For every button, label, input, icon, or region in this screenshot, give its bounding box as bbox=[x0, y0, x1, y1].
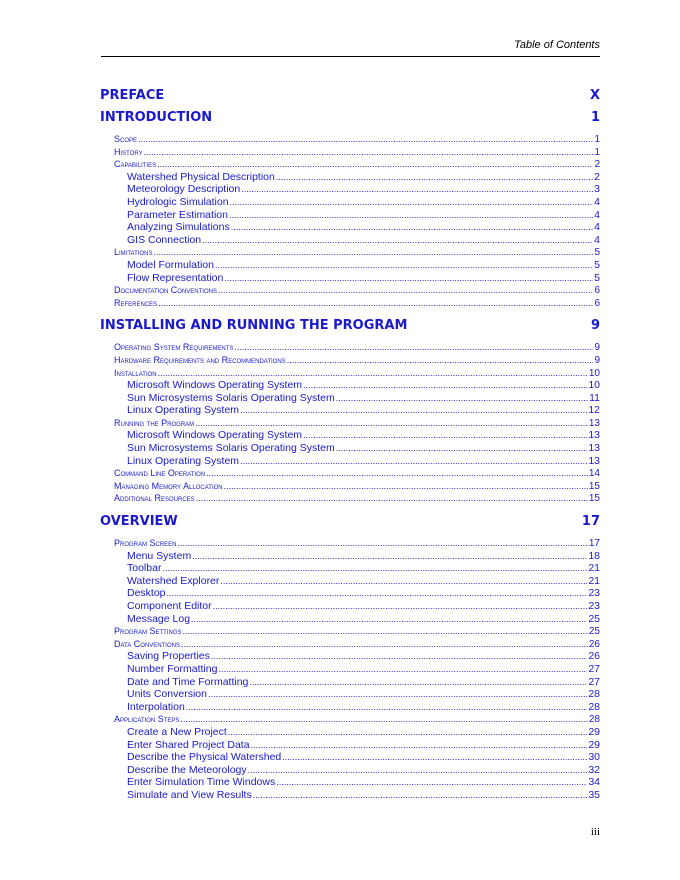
entry-page: 2 bbox=[594, 159, 600, 171]
entry-label: Operating System Requirements bbox=[114, 342, 234, 353]
toc-chapter[interactable] bbox=[100, 85, 600, 107]
entry-page: 4 bbox=[594, 208, 600, 221]
toc-section-entry[interactable] bbox=[100, 297, 600, 310]
dot-leader bbox=[287, 354, 594, 367]
entry-label: Date and Time Formatting bbox=[127, 675, 249, 688]
entry-label: Watershed Explorer bbox=[127, 574, 220, 587]
toc-chapter[interactable] bbox=[100, 511, 600, 533]
entry-label: Describe the Meteorology bbox=[127, 763, 247, 776]
entry-page: 13 bbox=[588, 429, 600, 442]
dot-leader bbox=[251, 739, 588, 752]
entry-label: Create a New Project bbox=[127, 725, 227, 738]
entry-page: 10 bbox=[588, 379, 600, 392]
dot-leader bbox=[191, 613, 587, 626]
toc-subsection-entry[interactable] bbox=[100, 776, 600, 789]
entry-page: 5 bbox=[594, 271, 600, 284]
toc-subsection-entry[interactable] bbox=[100, 455, 600, 468]
dot-leader bbox=[153, 246, 593, 259]
dot-leader bbox=[218, 663, 587, 676]
entry-label: Simulate and View Results bbox=[127, 788, 252, 801]
entry-label: Saving Properties bbox=[127, 650, 210, 663]
chapter-page: 1 bbox=[590, 110, 600, 125]
toc-subsection-entry[interactable] bbox=[100, 272, 600, 285]
entry-page: 6 bbox=[594, 297, 600, 309]
dot-leader bbox=[181, 638, 588, 651]
table-of-contents bbox=[100, 85, 600, 808]
chapter-entries bbox=[100, 337, 600, 511]
entry-page: 2 bbox=[594, 170, 600, 183]
toc-subsection-entry[interactable] bbox=[100, 600, 600, 613]
chapter-entries bbox=[100, 129, 600, 315]
entry-page: 27 bbox=[588, 675, 600, 688]
entry-page: 25 bbox=[588, 612, 600, 625]
dot-leader bbox=[218, 284, 593, 297]
chapter-title: OVERVIEW bbox=[100, 514, 178, 530]
entry-label: Watershed Physical Description bbox=[127, 170, 275, 183]
dot-leader bbox=[186, 701, 588, 714]
entry-page: 15 bbox=[588, 493, 600, 505]
dot-leader bbox=[196, 492, 588, 505]
entry-page: 9 bbox=[594, 354, 600, 366]
entry-label: Menu System bbox=[127, 549, 192, 562]
entry-label: Component Editor bbox=[127, 600, 212, 612]
entry-page: 17 bbox=[588, 538, 600, 550]
entry-page: 1 bbox=[594, 134, 600, 145]
dot-leader bbox=[253, 789, 588, 802]
entry-label: Parameter Estimation bbox=[127, 208, 228, 221]
entry-page: 25 bbox=[588, 626, 600, 638]
entry-page: 13 bbox=[588, 454, 600, 467]
toc-subsection-entry[interactable] bbox=[100, 550, 600, 563]
toc-subsection-entry[interactable] bbox=[100, 575, 600, 588]
entry-label: Capabilities bbox=[114, 159, 157, 170]
entry-label: Data Conventions bbox=[114, 638, 180, 649]
entry-label: Hydrologic Simulation bbox=[127, 195, 229, 208]
toc-section-entry[interactable] bbox=[100, 492, 600, 505]
toc-subsection-entry[interactable] bbox=[100, 196, 600, 209]
toc-subsection-entry[interactable] bbox=[100, 726, 600, 739]
entry-label: Model Formulation bbox=[127, 258, 214, 271]
dot-leader bbox=[303, 379, 587, 392]
dot-leader bbox=[229, 209, 593, 222]
entry-page: 21 bbox=[588, 574, 600, 587]
toc-section-entry[interactable] bbox=[100, 625, 600, 638]
entry-page: 15 bbox=[588, 480, 600, 492]
toc-subsection-entry[interactable] bbox=[100, 379, 600, 392]
dot-leader bbox=[234, 341, 593, 354]
entry-label: Microsoft Windows Operating System bbox=[127, 379, 303, 392]
entry-page: 14 bbox=[588, 468, 600, 480]
toc-section-entry[interactable] bbox=[100, 341, 600, 354]
toc-section-entry[interactable] bbox=[100, 480, 600, 493]
entry-label: Sun Microsystems Solaris Operating System bbox=[127, 442, 335, 455]
dot-leader bbox=[158, 297, 593, 310]
dot-leader bbox=[178, 537, 588, 550]
dot-leader bbox=[282, 751, 587, 764]
toc-chapter[interactable] bbox=[100, 315, 600, 337]
entry-label: Linux Operating System bbox=[127, 454, 240, 467]
dot-leader bbox=[162, 562, 587, 575]
toc-section-entry[interactable] bbox=[100, 158, 600, 171]
entry-label: History bbox=[114, 146, 143, 157]
entry-label: Program Settings bbox=[114, 626, 182, 637]
toc-subsection-entry[interactable] bbox=[100, 429, 600, 442]
dot-leader bbox=[158, 367, 588, 380]
toc-subsection-entry[interactable] bbox=[100, 404, 600, 417]
dot-leader bbox=[211, 650, 587, 663]
entry-label: Scope bbox=[114, 134, 138, 144]
dot-leader bbox=[206, 467, 588, 480]
toc-section-entry[interactable] bbox=[100, 246, 600, 259]
chapter-title: INTRODUCTION bbox=[100, 110, 213, 125]
entry-page: 1 bbox=[594, 146, 600, 158]
toc-subsection-entry[interactable] bbox=[100, 183, 600, 196]
entry-label: Enter Shared Project Data bbox=[127, 738, 250, 751]
toc-subsection-entry[interactable] bbox=[100, 751, 600, 764]
toc-section-entry[interactable] bbox=[100, 713, 600, 726]
toc-subsection-entry[interactable] bbox=[100, 764, 600, 777]
toc-subsection-entry[interactable] bbox=[100, 587, 600, 600]
entry-label: Sun Microsystems Solaris Operating System bbox=[127, 391, 335, 404]
entry-label: Program Screen bbox=[114, 538, 177, 549]
dot-leader bbox=[144, 146, 594, 159]
entry-label: Application Steps bbox=[114, 714, 180, 725]
dot-leader bbox=[192, 550, 587, 563]
entry-label: Message Log bbox=[127, 612, 191, 625]
entry-label: Enter Simulation Time Windows bbox=[127, 776, 276, 789]
toc-subsection-entry[interactable] bbox=[100, 562, 600, 575]
entry-label: Documentation Conventions bbox=[114, 285, 217, 296]
entry-label: Describe the Physical Watershed bbox=[127, 751, 282, 764]
toc-subsection-entry[interactable] bbox=[100, 442, 600, 455]
toc-subsection-entry[interactable] bbox=[100, 171, 600, 184]
entry-page: 32 bbox=[588, 763, 600, 776]
dot-leader bbox=[241, 183, 593, 196]
dot-leader bbox=[276, 171, 593, 184]
entry-page: 34 bbox=[588, 776, 600, 789]
chapter-title: INSTALLING AND RUNNING THE PROGRAM bbox=[100, 318, 408, 334]
header-rule bbox=[101, 56, 600, 57]
running-header: Table of Contents bbox=[514, 39, 600, 51]
entry-page: 30 bbox=[588, 751, 600, 764]
dot-leader bbox=[220, 575, 587, 588]
toc-section-entry[interactable] bbox=[100, 146, 600, 159]
toc-section-entry[interactable] bbox=[100, 417, 600, 430]
entry-label: Interpolation bbox=[127, 700, 185, 713]
toc-subsection-entry[interactable] bbox=[100, 688, 600, 701]
entry-page: 27 bbox=[588, 662, 600, 675]
toc-subsection-entry[interactable] bbox=[100, 392, 600, 405]
entry-label: Desktop bbox=[127, 587, 166, 600]
toc-section-entry[interactable] bbox=[100, 467, 600, 480]
entry-label: Additional Resources bbox=[114, 493, 195, 504]
entry-label: Flow Representation bbox=[127, 271, 224, 284]
entry-label: Limitations bbox=[114, 247, 153, 258]
chapter-page: X bbox=[589, 88, 600, 103]
entry-label: Microsoft Windows Operating System bbox=[127, 429, 303, 442]
toc-subsection-entry[interactable] bbox=[100, 209, 600, 222]
entry-label: Linux Operating System bbox=[127, 404, 240, 417]
entry-label: Number Formatting bbox=[127, 662, 218, 675]
dot-leader bbox=[249, 676, 587, 689]
entry-page: 12 bbox=[588, 404, 600, 417]
entry-page: 26 bbox=[588, 638, 600, 650]
entry-label: Meteorology Description bbox=[127, 183, 241, 196]
dot-leader bbox=[248, 764, 588, 777]
toc-subsection-entry[interactable] bbox=[100, 221, 600, 234]
toc-subsection-entry[interactable] bbox=[100, 739, 600, 752]
dot-leader bbox=[240, 455, 587, 468]
toc-section-entry[interactable] bbox=[100, 284, 600, 297]
toc-subsection-entry[interactable] bbox=[100, 259, 600, 272]
page-number: iii bbox=[590, 826, 600, 838]
toc-section-entry[interactable] bbox=[100, 367, 600, 380]
dot-leader bbox=[213, 600, 588, 613]
entry-page: 10 bbox=[588, 367, 600, 379]
entry-page: 13 bbox=[588, 442, 600, 455]
entry-label: References bbox=[114, 297, 158, 308]
toc-subsection-entry[interactable] bbox=[100, 701, 600, 714]
entry-page: 29 bbox=[588, 738, 600, 751]
entry-label: Hardware Requirements and Recommendations bbox=[114, 354, 286, 365]
dot-leader bbox=[224, 480, 588, 493]
dot-leader bbox=[276, 776, 587, 789]
entry-page: 26 bbox=[588, 650, 600, 663]
toc-subsection-entry[interactable] bbox=[100, 789, 600, 802]
entry-page: 23 bbox=[588, 600, 600, 612]
toc-subsection-entry[interactable] bbox=[100, 663, 600, 676]
entry-page: 5 bbox=[594, 247, 600, 259]
entry-page: 23 bbox=[588, 587, 600, 600]
dot-leader bbox=[336, 392, 588, 405]
toc-subsection-entry[interactable] bbox=[100, 650, 600, 663]
dot-leader bbox=[224, 272, 593, 285]
entry-page: 29 bbox=[588, 725, 600, 738]
entry-label: Managing Memory Allocation bbox=[114, 480, 223, 491]
entry-label: Toolbar bbox=[127, 562, 162, 575]
entry-page: 13 bbox=[588, 417, 600, 429]
dot-leader bbox=[167, 587, 588, 600]
entry-page: 21 bbox=[588, 562, 600, 575]
dot-leader bbox=[228, 726, 588, 739]
toc-section-entry[interactable] bbox=[100, 133, 600, 146]
entry-page: 35 bbox=[588, 788, 600, 801]
dot-leader bbox=[303, 429, 587, 442]
chapter-page: 17 bbox=[581, 514, 600, 530]
dot-leader bbox=[138, 133, 593, 146]
entry-label: Running the Program bbox=[114, 417, 195, 428]
toc-section-entry[interactable] bbox=[100, 638, 600, 651]
dot-leader bbox=[230, 196, 594, 209]
entry-page: 9 bbox=[594, 342, 600, 354]
entry-page: 28 bbox=[588, 688, 600, 701]
toc-subsection-entry[interactable] bbox=[100, 613, 600, 626]
toc-subsection-entry[interactable] bbox=[100, 234, 600, 247]
entry-label: Command Line Operation bbox=[114, 468, 206, 479]
entry-page: 6 bbox=[594, 285, 600, 297]
toc-chapter[interactable] bbox=[100, 107, 600, 129]
dot-leader bbox=[336, 442, 588, 455]
entry-page: 11 bbox=[589, 391, 600, 404]
dot-leader bbox=[195, 417, 588, 430]
dot-leader bbox=[183, 625, 588, 638]
entry-page: 5 bbox=[594, 258, 600, 271]
dot-leader bbox=[231, 221, 593, 234]
entry-label: Analyzing Simulations bbox=[127, 221, 230, 234]
toc-section-entry[interactable] bbox=[100, 354, 600, 367]
dot-leader bbox=[215, 259, 593, 272]
dot-leader bbox=[157, 158, 593, 171]
toc-section-entry[interactable] bbox=[100, 537, 600, 550]
dot-leader bbox=[180, 713, 587, 726]
entry-page: 28 bbox=[588, 700, 600, 713]
entry-label: Installation bbox=[114, 367, 157, 378]
dot-leader bbox=[202, 234, 593, 247]
toc-subsection-entry[interactable] bbox=[100, 676, 600, 689]
dot-leader bbox=[240, 404, 587, 417]
entry-page: 4 bbox=[594, 233, 600, 246]
chapter-entries bbox=[100, 533, 600, 807]
entry-page: 28 bbox=[588, 714, 600, 726]
entry-page: 4 bbox=[594, 195, 600, 208]
entry-page: 18 bbox=[588, 549, 600, 562]
entry-label: GIS Connection bbox=[127, 233, 202, 246]
chapter-title: PREFACE bbox=[100, 88, 165, 103]
dot-leader bbox=[208, 688, 587, 701]
entry-page: 4 bbox=[594, 221, 600, 234]
chapter-page: 9 bbox=[590, 318, 600, 334]
entry-page: 3 bbox=[594, 183, 600, 196]
entry-label: Units Conversion bbox=[127, 688, 207, 701]
